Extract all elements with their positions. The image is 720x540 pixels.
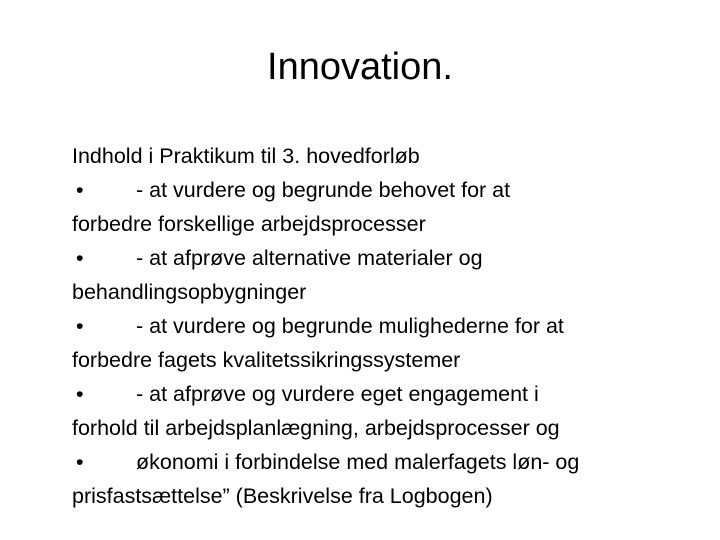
bullet-icon: • (76, 178, 84, 202)
bullet-icon: • (76, 450, 84, 474)
intro-line: Indhold i Praktikum til 3. hovedforløb (72, 144, 420, 168)
bullet-item-4 (72, 377, 672, 411)
bullet-item-3-text: - at vurdere og begrunde mulighederne for at (136, 314, 564, 338)
bullet-item-5 (72, 445, 672, 479)
bullet-item-4-continuation: forhold til arbejdsplanlægning, arbejdsprocesser og (72, 416, 560, 440)
bullet-icon: • (76, 314, 84, 338)
bullet-item-2-text: - at afprøve alternative materialer og (136, 246, 483, 270)
slide-body (72, 139, 672, 513)
bullet-item-2 (72, 241, 672, 275)
bullet-icon: • (76, 246, 84, 270)
bullet-item-5-text: økonomi i forbindelse med malerfagets løn- og (136, 450, 580, 474)
bullet-item-5-continuation: prisfastsættelse” (Beskrivelse fra Logbogen) (72, 484, 493, 508)
slide-title: Innovation. (267, 46, 453, 88)
bullet-item-3 (72, 309, 672, 343)
bullet-item-1-text: - at vurdere og begrunde behovet for at (136, 178, 511, 202)
bullet-item-1-continuation: forbedre forskellige arbejdsprocesser (72, 212, 426, 236)
bullet-item-4-text: - at afprøve og vurdere eget engagement i (136, 382, 539, 406)
bullet-item-1 (72, 173, 672, 207)
bullet-icon: • (76, 382, 84, 406)
bullet-item-3-continuation: forbedre fagets kvalitetssikringssystemer (72, 348, 461, 372)
bullet-item-2-continuation: behandlingsopbygninger (72, 280, 307, 304)
